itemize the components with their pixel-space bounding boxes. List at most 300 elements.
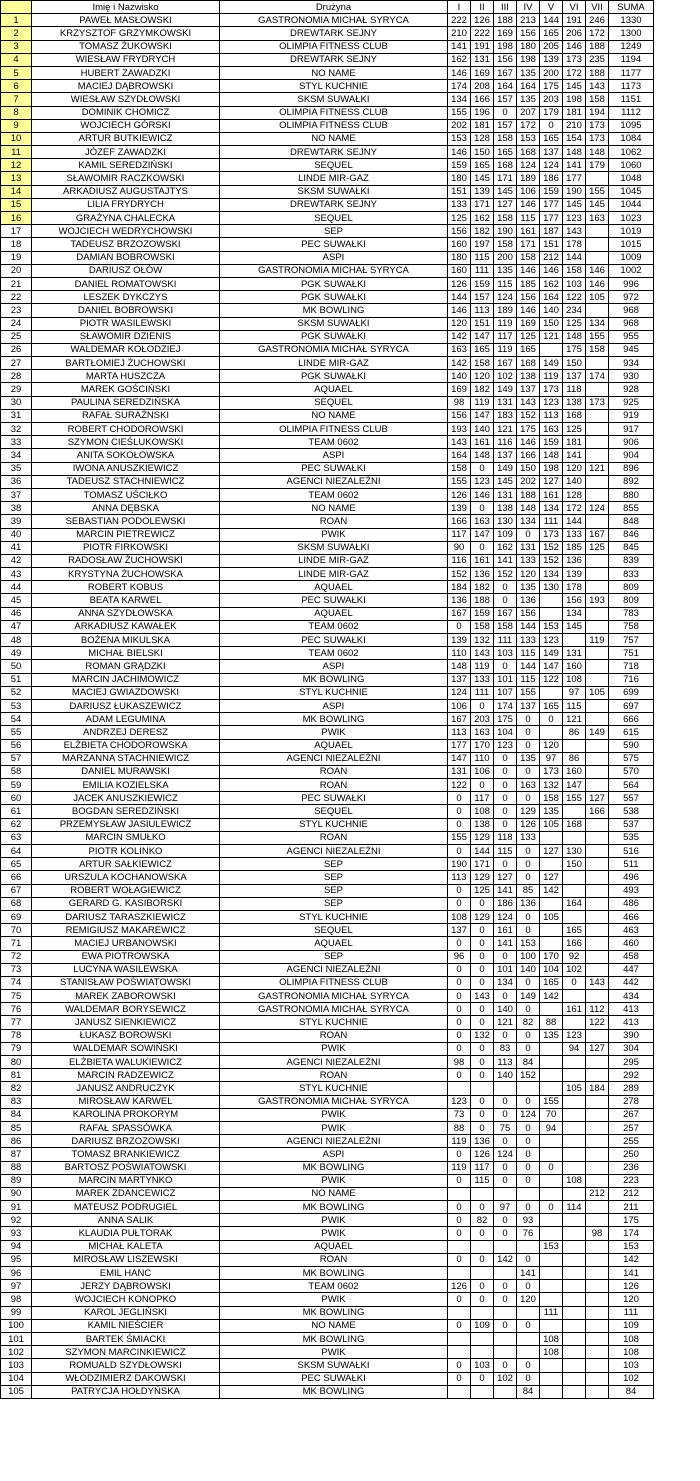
round-3-cell: 0 [494, 792, 517, 805]
round-7-cell: 193 [586, 594, 609, 607]
rank-cell: 63 [1, 831, 32, 844]
sum-cell: 928 [609, 383, 654, 396]
rank-cell: 54 [1, 713, 32, 726]
rank-cell: 104 [1, 1372, 32, 1385]
rank-cell: 98 [1, 1293, 32, 1306]
sum-cell: 493 [609, 884, 654, 897]
rank-cell: 1 [1, 14, 32, 27]
round-4-cell: 0 [517, 528, 540, 541]
round-3-cell: 0 [494, 1280, 517, 1293]
round-5-cell: 212 [540, 251, 563, 264]
round-2-cell: 146 [471, 488, 494, 501]
rank-cell: 47 [1, 620, 32, 633]
round-1-cell: 151 [448, 185, 471, 198]
rank-cell: 58 [1, 765, 32, 778]
round-3-cell: 116 [494, 436, 517, 449]
team-cell: SEQUEL [220, 396, 448, 409]
round-6-cell [563, 1056, 586, 1069]
team-cell: NO NAME [220, 132, 448, 145]
round-7-cell: 155 [586, 330, 609, 343]
rank-cell: 26 [1, 343, 32, 356]
table-row [1, 1280, 654, 1293]
round-3-cell: 97 [494, 1201, 517, 1214]
table-row [1, 1003, 654, 1016]
round-3-cell: 0 [494, 779, 517, 792]
round-5-cell [540, 1042, 563, 1055]
table-row [1, 634, 654, 647]
round-3-cell: 149 [494, 462, 517, 475]
round-3-cell: 189 [494, 304, 517, 317]
sum-cell: 570 [609, 765, 654, 778]
rank-cell: 92 [1, 1214, 32, 1227]
sum-cell: 141 [609, 1267, 654, 1280]
round-6-cell: 103 [563, 277, 586, 290]
table-row [1, 792, 654, 805]
round-1-cell: 146 [448, 66, 471, 79]
round-1-cell: 0 [448, 818, 471, 831]
round-2-cell: 0 [471, 1016, 494, 1029]
round-1-cell: 88 [448, 1121, 471, 1134]
name-cell: JANUSZ SIENKIEWICZ [32, 1016, 220, 1029]
round-3-cell: 149 [494, 383, 517, 396]
round-1-cell: 98 [448, 1056, 471, 1069]
round-2-cell: 0 [471, 1042, 494, 1055]
round-7-cell: 184 [586, 1082, 609, 1095]
team-cell: AQUAEL [220, 739, 448, 752]
table-row [1, 383, 654, 396]
round-2-cell: 162 [471, 212, 494, 225]
name-cell: PIOTR WASILEWSKI [32, 317, 220, 330]
round-5-cell: 158 [540, 792, 563, 805]
round-2-cell: 0 [471, 963, 494, 976]
rank-cell: 75 [1, 990, 32, 1003]
name-cell: TOMASZ ŻUKOWSKI [32, 40, 220, 53]
round-7-cell [586, 1385, 609, 1398]
name-cell: PRZEMYSŁAW JASIULEWICZ [32, 818, 220, 831]
round-3-cell: 0 [494, 805, 517, 818]
round-6-cell: 141 [563, 159, 586, 172]
round-3-cell: 131 [494, 396, 517, 409]
sum-cell: 278 [609, 1095, 654, 1108]
name-cell: ARKADIUSZ AUGUSTAJTYS [32, 185, 220, 198]
round-5-cell [540, 1319, 563, 1332]
round-2-cell: 0 [471, 950, 494, 963]
name-cell: MAREK GOŚCIŃSKI [32, 383, 220, 396]
round-1-cell: 155 [448, 475, 471, 488]
round-3-cell: 135 [494, 264, 517, 277]
sum-cell: 783 [609, 607, 654, 620]
round-6-cell: 190 [563, 185, 586, 198]
round-2-cell [471, 1346, 494, 1359]
sum-cell: 111 [609, 1306, 654, 1319]
name-cell: WŁODZIMIERZ DAKOWSKI [32, 1372, 220, 1385]
table-row [1, 1240, 654, 1253]
round-2-cell: 170 [471, 739, 494, 752]
rank-cell: 70 [1, 924, 32, 937]
sum-cell: 304 [609, 1042, 654, 1055]
round-4-cell: 0 [517, 765, 540, 778]
round-5-cell: 149 [540, 357, 563, 370]
name-cell: MARCIN MARTYNKO [32, 1174, 220, 1187]
sum-cell: 1045 [609, 185, 654, 198]
name-cell: MACIEJ URBANOWSKI [32, 937, 220, 950]
sum-cell: 223 [609, 1174, 654, 1187]
round-7-cell [586, 1069, 609, 1082]
round-1-cell: 113 [448, 726, 471, 739]
round-5-cell: 159 [540, 436, 563, 449]
rank-cell: 61 [1, 805, 32, 818]
round-4-cell: 0 [517, 845, 540, 858]
round-2-cell: 0 [471, 1095, 494, 1108]
round-7-cell: 172 [586, 27, 609, 40]
rank-cell: 33 [1, 436, 32, 449]
round-4-cell: 175 [517, 423, 540, 436]
round-7-cell: 173 [586, 119, 609, 132]
round-7-cell: 112 [586, 1003, 609, 1016]
rank-cell: 73 [1, 963, 32, 976]
round-6-cell: 145 [563, 198, 586, 211]
table-row [1, 726, 654, 739]
name-cell: PIOTR FIRKOWSKI [32, 541, 220, 554]
table-body [1, 14, 654, 1399]
sum-cell: 757 [609, 634, 654, 647]
round-3-cell: 0 [494, 1227, 517, 1240]
rank-cell: 10 [1, 132, 32, 145]
sum-cell: 557 [609, 792, 654, 805]
sum-cell: 535 [609, 831, 654, 844]
round-4-cell: 0 [517, 1095, 540, 1108]
team-cell: PEC SUWAŁKI [220, 1372, 448, 1385]
round-2-cell: 165 [471, 343, 494, 356]
name-cell: MARCIN PIETREWICZ [32, 528, 220, 541]
round-2-cell: 0 [471, 779, 494, 792]
sum-cell: 575 [609, 752, 654, 765]
round-1-cell: 133 [448, 198, 471, 211]
round-3-cell: 124 [494, 291, 517, 304]
round-7-cell [586, 779, 609, 792]
sum-cell: 846 [609, 528, 654, 541]
round-7-cell [586, 937, 609, 950]
team-cell: AQUAEL [220, 1240, 448, 1253]
round-5-cell: 165 [540, 27, 563, 40]
round-4-cell: 166 [517, 449, 540, 462]
round-4-cell: 0 [517, 976, 540, 989]
round-1-cell: 177 [448, 739, 471, 752]
round-2-cell: 147 [471, 330, 494, 343]
round-7-cell: 173 [586, 396, 609, 409]
round-5-cell: 179 [540, 106, 563, 119]
table-row [1, 515, 654, 528]
table-row [1, 1253, 654, 1266]
round-4-cell: 0 [517, 1359, 540, 1372]
rank-cell: 4 [1, 53, 32, 66]
rank-cell: 25 [1, 330, 32, 343]
round-7-cell [586, 1306, 609, 1319]
round-1-cell: 126 [448, 1280, 471, 1293]
sum-cell: 434 [609, 990, 654, 1003]
round-6-cell: 114 [563, 1201, 586, 1214]
round-7-cell [586, 1135, 609, 1148]
rank-cell: 42 [1, 554, 32, 567]
round-6-cell [563, 1227, 586, 1240]
name-cell: REMIGIUSZ MAKAREWICZ [32, 924, 220, 937]
name-cell: DANIEL MURAWSKI [32, 765, 220, 778]
round-7-cell [586, 1267, 609, 1280]
round-3-cell: 167 [494, 357, 517, 370]
table-row [1, 1227, 654, 1240]
round-4-cell: 0 [517, 713, 540, 726]
round-4-cell: 207 [517, 106, 540, 119]
round-7-cell [586, 172, 609, 185]
sum-cell: 153 [609, 1240, 654, 1253]
name-cell: JERZY DĄBROWSKI [32, 1280, 220, 1293]
round-4-cell: 152 [517, 1069, 540, 1082]
round-4-cell: 0 [517, 871, 540, 884]
sum-cell: 917 [609, 423, 654, 436]
sum-cell: 718 [609, 660, 654, 673]
round-7-cell: 125 [586, 541, 609, 554]
round-3-header: III [494, 1, 517, 14]
team-cell: MK BOWLING [220, 1267, 448, 1280]
round-3-cell: 115 [494, 277, 517, 290]
round-1-cell: 146 [448, 146, 471, 159]
rank-cell: 74 [1, 976, 32, 989]
rank-cell: 36 [1, 475, 32, 488]
round-5-cell [540, 1359, 563, 1372]
round-1-cell: 0 [448, 990, 471, 1003]
round-5-cell: 146 [540, 264, 563, 277]
round-3-cell: 0 [494, 950, 517, 963]
round-5-cell: 165 [540, 699, 563, 712]
round-6-cell: 144 [563, 515, 586, 528]
name-cell: MATEUSZ PODRUGIEL [32, 1201, 220, 1214]
round-2-cell: 171 [471, 858, 494, 871]
round-1-header: I [448, 1, 471, 14]
rank-cell: 59 [1, 779, 32, 792]
table-row [1, 1372, 654, 1385]
round-5-cell: 142 [540, 990, 563, 1003]
team-cell: ASPI [220, 660, 448, 673]
round-6-cell [563, 1280, 586, 1293]
round-4-cell: 84 [517, 1056, 540, 1069]
round-5-cell: 173 [540, 765, 563, 778]
rank-cell: 96 [1, 1267, 32, 1280]
round-2-cell: 147 [471, 409, 494, 422]
name-cell: JACEK ANUSZKIEWICZ [32, 792, 220, 805]
sum-cell: 250 [609, 1148, 654, 1161]
name-cell: KRYSTYNA ŻUCHOWSKA [32, 568, 220, 581]
team-cell: DREWTARK SEJNY [220, 27, 448, 40]
sum-header: SUMA [609, 1, 654, 14]
rank-cell: 21 [1, 277, 32, 290]
round-6-cell [563, 1121, 586, 1134]
table-row [1, 462, 654, 475]
round-3-cell: 107 [494, 686, 517, 699]
round-2-cell [471, 1385, 494, 1398]
round-2-cell: 0 [471, 924, 494, 937]
table-row [1, 607, 654, 620]
round-4-cell: 0 [517, 1135, 540, 1148]
team-cell: STYL KUCHNIE [220, 80, 448, 93]
team-cell: SKSM SUWAŁKI [220, 93, 448, 106]
team-cell: STYL KUCHNIE [220, 910, 448, 923]
round-1-cell: 160 [448, 238, 471, 251]
name-cell: MAREK ZDANCEWICZ [32, 1187, 220, 1200]
sum-cell: 460 [609, 937, 654, 950]
table-row [1, 1346, 654, 1359]
round-2-cell: 182 [471, 383, 494, 396]
round-5-cell: 163 [540, 423, 563, 436]
round-1-cell: 0 [448, 1201, 471, 1214]
sum-cell: 1194 [609, 53, 654, 66]
rank-cell: 64 [1, 845, 32, 858]
round-6-cell: 206 [563, 27, 586, 40]
round-3-cell: 140 [494, 1003, 517, 1016]
round-1-cell [448, 1332, 471, 1345]
round-3-cell: 104 [494, 726, 517, 739]
round-3-cell: 0 [494, 1214, 517, 1227]
round-4-cell: 0 [517, 1253, 540, 1266]
team-cell: TEAM 0602 [220, 620, 448, 633]
team-cell: AQUAEL [220, 581, 448, 594]
name-cell: ELŻBIETA CHODOROWSKA [32, 739, 220, 752]
round-6-cell: 133 [563, 528, 586, 541]
round-5-cell: 105 [540, 910, 563, 923]
round-5-cell: 155 [540, 1095, 563, 1108]
round-1-cell: 164 [448, 449, 471, 462]
team-cell: GASTRONOMIA MICHAŁ SYRYCA [220, 343, 448, 356]
round-6-cell: 168 [563, 409, 586, 422]
team-cell: PWIK [220, 528, 448, 541]
sum-cell: 292 [609, 1069, 654, 1082]
team-cell: MK BOWLING [220, 1201, 448, 1214]
round-7-cell [586, 620, 609, 633]
round-7-cell [586, 423, 609, 436]
round-6-cell: 145 [563, 620, 586, 633]
rank-cell: 20 [1, 264, 32, 277]
round-1-cell: 0 [448, 1042, 471, 1055]
round-7-cell: 119 [586, 634, 609, 647]
round-2-cell: 138 [471, 818, 494, 831]
table-row [1, 594, 654, 607]
sum-cell: 590 [609, 739, 654, 752]
round-3-cell: 140 [494, 1069, 517, 1082]
round-1-cell: 0 [448, 976, 471, 989]
round-1-cell: 0 [448, 620, 471, 633]
table-row [1, 818, 654, 831]
name-cell: RAFAŁ SURAŻNSKI [32, 409, 220, 422]
table-row [1, 119, 654, 132]
round-4-cell: 84 [517, 1385, 540, 1398]
name-cell: EMILIA KOZIELSKA [32, 779, 220, 792]
round-2-cell: 115 [471, 1174, 494, 1187]
name-cell: ARKADIUSZ KAWAŁEK [32, 620, 220, 633]
round-5-cell [540, 1253, 563, 1266]
round-2-cell: 109 [471, 1319, 494, 1332]
name-cell: JÓZEF ZAWADZKI [32, 146, 220, 159]
name-cell: KAROLINA PROKORYM [32, 1108, 220, 1121]
round-1-cell: 90 [448, 541, 471, 554]
round-1-cell: 180 [448, 172, 471, 185]
round-2-cell: 103 [471, 1359, 494, 1372]
sum-cell: 716 [609, 673, 654, 686]
sum-cell: 236 [609, 1161, 654, 1174]
sum-cell: 1177 [609, 66, 654, 79]
round-4-cell: 0 [517, 1121, 540, 1134]
round-3-cell: 83 [494, 1042, 517, 1055]
round-6-cell: 148 [563, 330, 586, 343]
table-row [1, 1359, 654, 1372]
rank-cell: 16 [1, 212, 32, 225]
round-2-cell: 0 [471, 1372, 494, 1385]
table-row [1, 620, 654, 633]
round-4-cell: 180 [517, 40, 540, 53]
name-cell: WIESŁAW SZYDŁOWSKI [32, 93, 220, 106]
round-5-cell: 142 [540, 884, 563, 897]
team-cell: SEQUEL [220, 805, 448, 818]
team-cell: ROAN [220, 765, 448, 778]
sum-cell: 919 [609, 409, 654, 422]
round-4-cell: 146 [517, 198, 540, 211]
round-6-cell: 150 [563, 858, 586, 871]
round-6-cell: 134 [563, 607, 586, 620]
name-cell: LESZEK DYKCZYS [32, 291, 220, 304]
round-7-cell [586, 1161, 609, 1174]
round-4-cell: 202 [517, 475, 540, 488]
sum-cell: 1044 [609, 198, 654, 211]
rank-cell: 38 [1, 502, 32, 515]
round-1-cell: 158 [448, 462, 471, 475]
round-4-cell: 168 [517, 146, 540, 159]
name-cell: ELŻBIETA WALUKIEWICZ [32, 1056, 220, 1069]
name-cell: MAREK ZABOROWSKI [32, 990, 220, 1003]
round-3-cell: 115 [494, 845, 517, 858]
sum-cell: 1015 [609, 238, 654, 251]
team-header: Drużyna [220, 1, 448, 14]
round-1-cell [448, 1187, 471, 1200]
round-6-cell: 145 [563, 80, 586, 93]
table-row [1, 1293, 654, 1306]
round-3-cell: 0 [494, 818, 517, 831]
round-3-cell: 102 [494, 370, 517, 383]
round-3-cell: 158 [494, 212, 517, 225]
rank-cell: 82 [1, 1082, 32, 1095]
rank-cell: 50 [1, 660, 32, 673]
table-row [1, 172, 654, 185]
round-2-cell: 0 [471, 1108, 494, 1121]
round-6-cell: 161 [563, 1003, 586, 1016]
round-7-cell [586, 1240, 609, 1253]
round-1-cell: 120 [448, 317, 471, 330]
round-2-cell: 133 [471, 673, 494, 686]
round-6-cell [563, 1346, 586, 1359]
name-cell: ADAM LEGUMINA [32, 713, 220, 726]
round-5-cell: 122 [540, 673, 563, 686]
round-5-cell: 119 [540, 370, 563, 383]
sum-cell: 904 [609, 449, 654, 462]
sum-cell: 697 [609, 699, 654, 712]
name-cell: ARTUR BUTKIEWICZ [32, 132, 220, 145]
team-cell: PWIK [220, 1174, 448, 1187]
round-6-cell: 147 [563, 779, 586, 792]
round-7-cell [586, 1029, 609, 1042]
name-cell: RAFAŁ SPASSÓWKA [32, 1121, 220, 1134]
round-4-cell: 150 [517, 462, 540, 475]
round-6-cell: 86 [563, 726, 586, 739]
name-cell: SZYMON MARCINKIEWICZ [32, 1346, 220, 1359]
round-6-cell: 143 [563, 225, 586, 238]
table-row [1, 185, 654, 198]
